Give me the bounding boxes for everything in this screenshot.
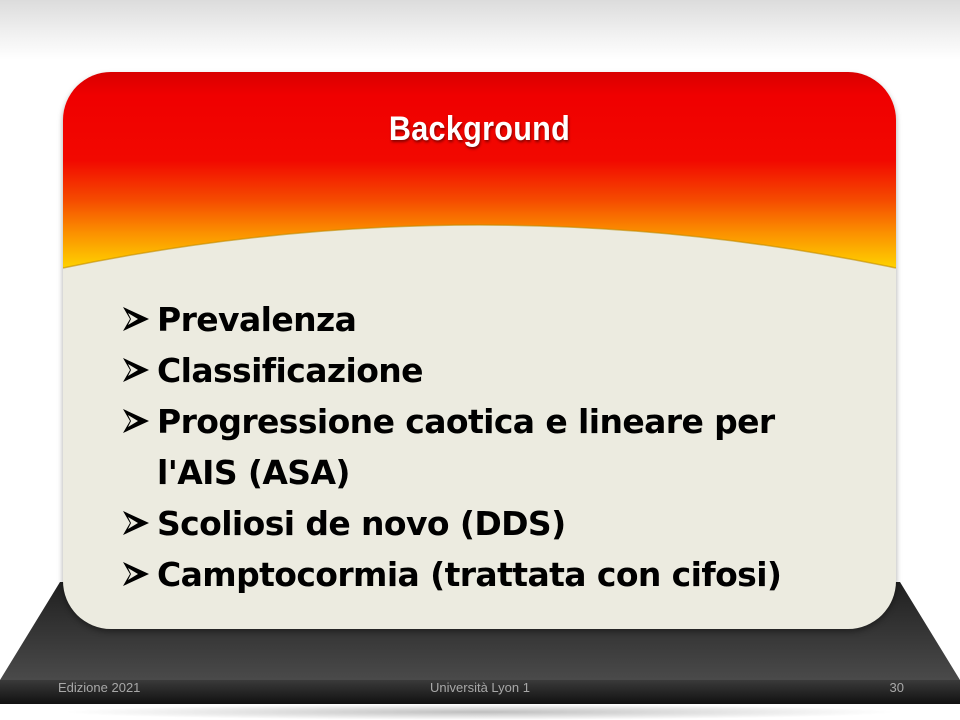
bullet-line: Camptocormia (trattata con cifosi) (157, 555, 782, 594)
content-card (63, 72, 896, 629)
bullet-item (121, 294, 861, 345)
bullet-line: Progressione caotica e lineare per (157, 402, 775, 441)
slide-title: Background (388, 110, 571, 148)
top-shade (0, 0, 960, 60)
bullet-item (121, 396, 861, 498)
bullet-text (157, 294, 356, 345)
footer-institution: Università Lyon 1 (430, 680, 530, 695)
bullet-text (157, 396, 775, 498)
footer-edition: Edizione 2021 (58, 680, 141, 695)
bullet-text (157, 345, 423, 396)
bullet-line: Scoliosi de novo (DDS) (157, 504, 566, 543)
arrow-bullet-icon (121, 559, 151, 589)
bullet-line: l'AIS (ASA) (157, 453, 350, 492)
arrow-bullet-icon (121, 304, 151, 334)
bullet-item (121, 498, 861, 549)
bullet-text (157, 549, 781, 600)
arrow-bullet-icon (121, 355, 151, 385)
bullet-line: Prevalenza (157, 300, 357, 339)
arrow-bullet-icon (121, 508, 151, 538)
stage-shadow (60, 704, 900, 720)
card-header (63, 72, 896, 272)
bullet-text (157, 498, 566, 549)
footer (0, 678, 960, 698)
bullet-item (121, 549, 861, 600)
slide-number: 30 (889, 680, 904, 695)
bullet-list (121, 294, 861, 600)
bullet-item (121, 345, 861, 396)
bullet-line: Classificazione (157, 351, 423, 390)
arrow-bullet-icon (121, 406, 151, 436)
